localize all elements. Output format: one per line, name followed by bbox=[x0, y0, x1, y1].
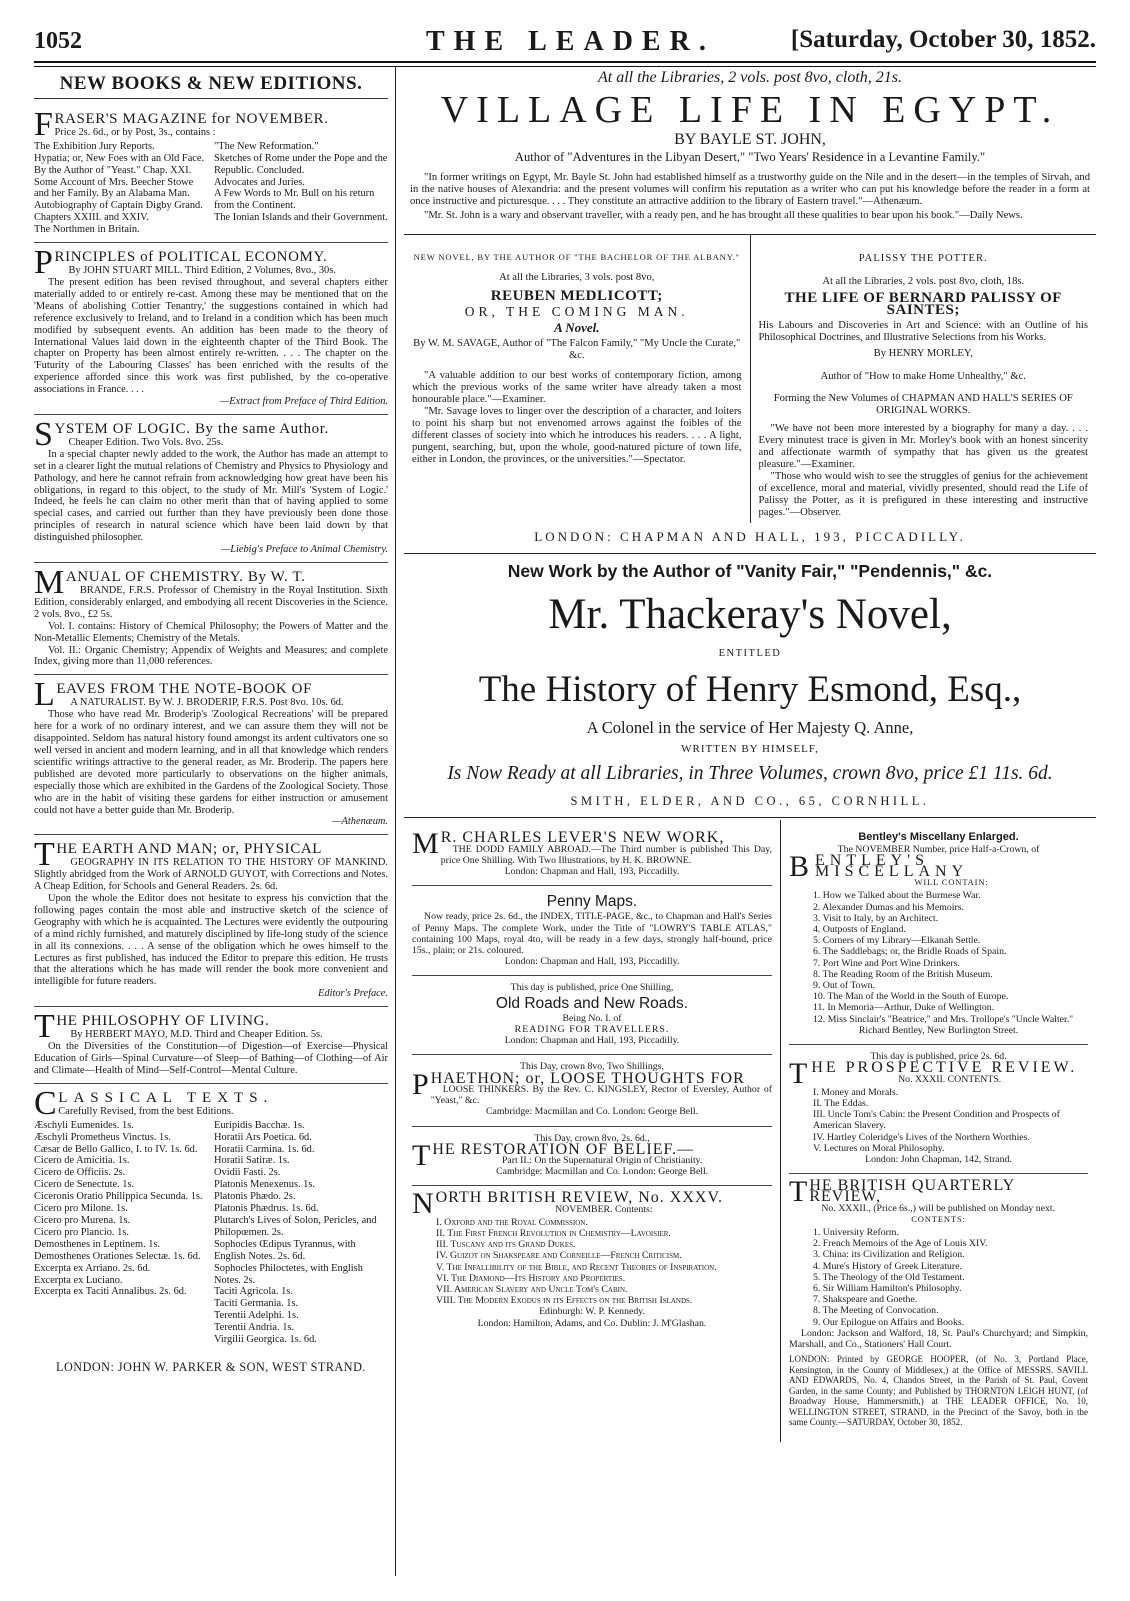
advert-body: Those who have read Mr. Broderip's 'Zoological Recreations' will be prepared here for a work of no ordinary interest, and we can assure them they will not be disappointed. Seldom has natural history found amongst its ardent cultivators one so well versed in ancient and modern learning, and in all that knowledge which renders scientific writings attractive to the general reader, as Mr. Broderip. The papers here published are devoted more particularly to observations on the higher animals, especially those which are exhibited in the Gardens of the Zoological Society. Those who are in the habit of visiting these gardens for either instruction or amusement could not have a better guide than Mr. Broderip. bbox=[34, 709, 388, 816]
section-heading: NEW BOOKS & NEW EDITIONS. bbox=[34, 78, 388, 99]
left-footer: LONDON: JOHN W. PARKER & SON, WEST STRAND. bbox=[56, 1359, 366, 1374]
review-quote: "We have not been more interested by a biography for many a day. . . . Every minutest trace is given in Mr. Morley's book with an honest sincerity and affectionate warmth of sympathy that has given us the greatest pleasure."—Examiner. bbox=[758, 423, 1088, 471]
drop-cap: F bbox=[34, 105, 54, 143]
advert-top-line: This day is published, price One Shilling, bbox=[510, 982, 674, 994]
contents-item: III. Tuscany and its Grand Dukes. bbox=[436, 1239, 576, 1251]
drop-cap: M bbox=[34, 564, 65, 601]
roads-advert bbox=[412, 976, 772, 1055]
contents-item: I. Oxford and the Royal Commission. bbox=[436, 1216, 588, 1228]
drop-cap: B bbox=[789, 849, 815, 883]
advert-heading: HE BRITISH QUARTERLY REVIEW, bbox=[809, 1177, 1015, 1206]
review-quote: "Those who would wish to see the struggles of genius for the achievement of excellence, moral and material, vividly presented, should read the Life of Palissy the Potter, as it is prefigured in these interesting and instructive pages."—Observer. bbox=[758, 471, 1088, 519]
advert-subheading: Carefully Revised, from the best Editions. bbox=[58, 1105, 234, 1117]
prospective-advert bbox=[789, 1045, 1088, 1174]
advert-author-line: Author of "Adventures in the Libyan Desert," "Two Years' Residence in a Levantine Family." bbox=[514, 149, 986, 164]
advert-heading: RINCIPLES of POLITICAL ECONOMY. bbox=[54, 249, 328, 266]
contents-item: Sketches of Rome under the Pope and the Republic. Concluded. bbox=[214, 152, 388, 176]
advert-heading: R. CHARLES LEVER'S NEW WORK, bbox=[440, 829, 725, 847]
contents-right bbox=[214, 141, 388, 236]
contents-item: 8. The Reading Room of the British Museum. bbox=[813, 968, 993, 980]
advert-book-title: The History of Henry Esmond, Esq., bbox=[478, 668, 1022, 710]
advert-heading: ENTLEY'S MISCELLANY bbox=[815, 851, 969, 881]
contents-left bbox=[34, 141, 208, 236]
advert-body: Upon the whole the Editor does not hesitate to express his conviction that the following pages contain the most able and instructive sketch of the science of Geography with which he is acquainted. The Lectures were evidently the outpouring of a mind richly furnished, and maturely disciplined by life-long study of the science in all its connexions. . . . A sense of the obligation which he owes himself to the Lectures as first published, has induced the Editor to prepare this edition. He trusts that the alterations which he has made will render the book more convenient and intelligible for future readers. bbox=[34, 893, 388, 988]
advert-heading: RASER'S MAGAZINE for NOVEMBER. bbox=[54, 110, 329, 127]
contents-item: 12. Miss Sinclair's "Beatrice," and Mrs. Trollope's "Uncle Walter." bbox=[813, 1013, 1074, 1025]
text-item: Cicero de Senectute. 1s. bbox=[34, 1179, 135, 1191]
text-item: Sophocles Philoctetes, with English Notes. 2s. bbox=[214, 1262, 363, 1286]
restoration-advert bbox=[412, 1127, 772, 1187]
advert-subheading: WILL CONTAIN: bbox=[914, 877, 989, 888]
text-item: Cicero pro Plancio. 1s. bbox=[34, 1226, 129, 1238]
column-divider bbox=[395, 66, 396, 1576]
drop-cap: N bbox=[412, 1187, 435, 1221]
advert-top-line: PALISSY THE POTTER. bbox=[858, 253, 988, 265]
advert-heading: ORTH BRITISH REVIEW, No. XXXV. bbox=[435, 1189, 723, 1207]
advert-body: Now ready, price 2s. 6d., the INDEX, TITLE-PAGE, &c., to Chapman and Hall's Series of Penny Maps. The complete Work, under the Title of "LOWRY'S TABLE ATLAS," containing 100 Maps, royal 4to, will be ready in a few days, strongly half-bound, price 15s., plain; or 21s. coloured. bbox=[412, 911, 772, 957]
logic-advert bbox=[34, 415, 388, 563]
right-column bbox=[404, 66, 1096, 1442]
text-item: Euripidis Bacchæ. 1s. bbox=[214, 1119, 305, 1131]
advert-subheading: By HERBERT MAYO, M.D. Third and Cheaper Edition. 5s. bbox=[70, 1029, 323, 1041]
contents-item: A Few Words to Mr. Bull on his return from the Continent. bbox=[214, 188, 375, 212]
page-number: 1052 bbox=[34, 28, 82, 54]
advert-heading: HE PROSPECTIVE REVIEW. bbox=[811, 1059, 1078, 1077]
text-item: Cicero de Amicitia. 1s. bbox=[34, 1155, 130, 1167]
thackeray-advert bbox=[404, 561, 1096, 818]
advert-series: READING FOR TRAVELLERS. bbox=[514, 1024, 670, 1036]
leaves-advert bbox=[34, 675, 388, 835]
living-advert bbox=[34, 1007, 388, 1084]
advert-title: VILLAGE LIFE IN EGYPT. bbox=[440, 88, 1060, 131]
text-item: Excerpta ex Taciti Annalibus. 2s. 6d. bbox=[34, 1286, 187, 1298]
village-advert bbox=[404, 69, 1096, 222]
contents-item: 3. China: its Civilization and Religion. bbox=[813, 1249, 965, 1261]
advert-subtitle: A Colonel in the service of Her Majesty Q. Anne, bbox=[586, 717, 914, 737]
contents-item: IV. Hartley Coleridge's Lives of the Northern Worthies. bbox=[813, 1131, 1030, 1143]
text-item: Ovidii Fasti. 2s. bbox=[214, 1167, 281, 1179]
contents-list bbox=[813, 890, 1088, 1024]
advert-title: Mr. Thackeray's Novel, bbox=[548, 590, 952, 638]
advert-author-line: Author of "How to make Home Unhealthy," &c. bbox=[820, 370, 1026, 382]
text-item: Sophocles Œdipus Tyrannus, with English Notes. 2s. 6d. bbox=[214, 1238, 356, 1262]
advert-top-line: At all the Libraries, 2 vols. post 8vo, cloth, 21s. bbox=[598, 69, 902, 86]
contents-item: 2. Alexander Dumas and his Memoirs. bbox=[813, 901, 965, 913]
north-british-advert bbox=[412, 1186, 772, 1336]
advert-quote: —Liebig's Preface to Animal Chemistry. bbox=[220, 544, 388, 556]
advert-quote: Editor's Preface. bbox=[318, 988, 388, 1000]
lever-advert bbox=[412, 826, 772, 886]
contents-item: V. Lectures on Moral Philosophy. bbox=[813, 1142, 945, 1154]
advert-libraries: At all the Libraries, 3 vols. post 8vo, bbox=[499, 271, 655, 283]
contents-item: 6. Sir William Hamilton's Philosophy. bbox=[813, 1282, 962, 1294]
contents-list bbox=[813, 1227, 1088, 1328]
advert-entitled: ENTITLED bbox=[718, 647, 782, 659]
text-item: Platonis Phædo. 2s. bbox=[214, 1191, 296, 1203]
contents-item: 1. How we Talked about the Burmese War. bbox=[813, 890, 981, 902]
advert-heading: HAETHON; or, LOOSE THOUGHTS FOR bbox=[430, 1069, 745, 1087]
advert-subheading: A NATURALIST. By W. J. BRODERIP, F.R.S. Post 8vo. 10s. 6d. bbox=[70, 697, 344, 709]
advert-title: Old Roads and New Roads. bbox=[495, 994, 689, 1012]
texts-columns bbox=[34, 1120, 388, 1346]
advert-imprint: Richard Bentley, New Burlington Street. bbox=[858, 1024, 1019, 1036]
advert-imprint: London: Hamilton, Adams, and Co. Dublin: J. M'Glashan. bbox=[477, 1317, 707, 1329]
text-item: Demosthenes in Leptinem. 1s. bbox=[34, 1238, 161, 1250]
advert-imprint: London: John Chapman, 142, Strand. bbox=[865, 1153, 1012, 1165]
advert-written-by: WRITTEN BY HIMSELF, bbox=[681, 742, 819, 755]
advert-availability: Is Now Ready at all Libraries, in Three Volumes, crown 8vo, price £1 11s. 6d. bbox=[447, 762, 1053, 784]
text-item: Horatii Ars Poetica. 6d. bbox=[214, 1131, 312, 1143]
contents-item: Advocates and Juries. bbox=[214, 176, 305, 188]
contents-item: II. The Eddas. bbox=[813, 1097, 869, 1109]
advert-imprint: Edinburgh: W. P. Kennedy. bbox=[539, 1306, 645, 1318]
contents-item: The Northmen in Britain. bbox=[34, 224, 140, 236]
text-item: Platonis Phædrus. 1s. 6d. bbox=[214, 1203, 319, 1215]
text-item: Terentii Andria. 1s. bbox=[214, 1322, 295, 1334]
contents-item: V. The Infallibility of the Bible, and Recent Theories of Inspiration. bbox=[436, 1261, 717, 1273]
contents-item: 4. Mure's History of Greek Literature. bbox=[813, 1260, 962, 1272]
text-item: Plutarch's Lives of Solon, Pericles, and Philopœmen. 2s. bbox=[214, 1214, 377, 1238]
advert-novel-label: A Novel. bbox=[554, 319, 600, 335]
advert-top-line: Bentley's Miscellany Enlarged. bbox=[858, 831, 1019, 844]
contents-item: 5. The Theology of the Old Testament. bbox=[813, 1271, 965, 1283]
chemistry-advert bbox=[34, 563, 388, 675]
advert-title: Penny Maps. bbox=[546, 893, 638, 911]
advert-title: THE LIFE OF BERNARD PALISSY OF SAINTES; bbox=[784, 289, 1062, 318]
text-item: Cicero pro Milone. 1s. bbox=[34, 1203, 128, 1215]
contents-columns bbox=[34, 141, 388, 236]
advert-top-line: This day is published, price 2s. 6d. bbox=[870, 1051, 1007, 1063]
advert-heading: HE RESTORATION OF BELIEF.— bbox=[432, 1140, 695, 1158]
text-item: Ciceronis Oratio Philippica Secunda. 1s. bbox=[34, 1191, 203, 1203]
advert-subheading: BRANDE, F.R.S. Professor of Chemistry in the Royal Institution. Sixth Edition, considerably enlarged, and embodying all recent Discoveries in the Science. 2 vols. 8vo., £2 5s. bbox=[34, 585, 388, 620]
advert-byline: By HENRY MORLEY, bbox=[873, 347, 973, 359]
advert-body: THE DODD FAMILY ABROAD.—The Third number is published This Day, price One Shilling. With Two Illustrations, by H. K. BROWNE. bbox=[440, 843, 772, 866]
reuben-advert bbox=[404, 235, 750, 523]
advert-body: The present edition has been revised throughout, and several chapters either materially added to or entirely re-cast. Among these may be mentioned that on the 'Means of abolishing Cottier Tenantry,' the suggestions contained in which had reference exclusively to Ireland, and to Ireland in a condition which has been much modified by subsequent events. An addition has been made to the theory of International Values laid down in the eighteenth chapter of the Third Book. The chapter on Property has been almost entirely re-written. . . . The chapter on the 'Futurity of the Labouring Classes' has been enriched with the results of the experience afforded since this work was first published, by the co-operative associations in France. . . . bbox=[34, 276, 388, 396]
advert-subheading: Price 2s. 6d., or by Post, 3s., contains : bbox=[54, 126, 216, 138]
contents-label: CONTENTS: bbox=[911, 1213, 966, 1224]
contents-item: I. Money and Morals. bbox=[813, 1086, 899, 1098]
paper-name: THE LEADER. bbox=[426, 26, 715, 57]
text-item: Æschyli Prometheus Vinctus. 1s. bbox=[34, 1131, 171, 1143]
text-item: Cæsar de Bello Gallico, I. to IV. 1s. 6d. bbox=[34, 1143, 198, 1155]
advert-byline: By W. M. SAVAGE, Author of "The Falcon Family," "My Uncle the Curate," &c. bbox=[413, 337, 741, 361]
text-item: Virgilii Georgica. 1s. 6d. bbox=[214, 1334, 317, 1346]
contents-item: 11. In Memoria—Arthur, Duke of Wellington. bbox=[813, 1002, 995, 1014]
contents-item: 4. Outposts of England. bbox=[813, 924, 906, 936]
advert-series: Forming the New Volumes of CHAPMAN AND HALL'S SERIES OF ORIGINAL WORKS. bbox=[773, 393, 1073, 417]
advert-subheading: No. XXXII. CONTENTS. bbox=[898, 1073, 1002, 1085]
left-column bbox=[34, 66, 388, 1374]
principles-advert bbox=[34, 243, 388, 415]
advert-subtitle: OR, THE COMING MAN. bbox=[464, 303, 689, 319]
publisher-line: SMITH, ELDER, AND CO., 65, CORNHILL. bbox=[404, 796, 1096, 819]
review-quote: "Mr. St. John is a wary and observant traveller, with a ready pen, and he has brought all these qualities to bear upon his book."—Daily News. bbox=[424, 209, 1023, 221]
drop-cap: L bbox=[34, 676, 56, 714]
drop-cap: P bbox=[412, 1067, 430, 1101]
contents-item: IV. Guizot on Shakspeare and Corneille—French Criticism. bbox=[436, 1250, 682, 1262]
advert-top-line: NEW NOVEL, BY THE AUTHOR OF "THE BACHELOR OF THE ALBANY." bbox=[413, 252, 740, 263]
contents-item: VI. The Diamond—Its History and Properties. bbox=[436, 1272, 626, 1284]
contents-item: Autobiography of Captain Digby Grand. Chapters XXIII. and XXIV. bbox=[34, 200, 203, 224]
contents-item: VIII. The Modern Exodus in its Effects on the British Islands. bbox=[436, 1295, 693, 1307]
texts-left bbox=[34, 1120, 208, 1346]
palissy-advert bbox=[750, 235, 1097, 523]
drop-cap: S bbox=[34, 415, 54, 453]
bottom-left-column bbox=[404, 820, 780, 1441]
contents-item: 9. Our Epilogue on Affairs and Books. bbox=[813, 1316, 965, 1328]
contents-item: 1. University Reform. bbox=[813, 1226, 899, 1238]
drop-cap: P bbox=[34, 244, 54, 282]
contents-item: Some Account of Mrs. Beecher Stowe and her Family. By an Alabama Man. bbox=[34, 176, 194, 200]
advert-imprint: London: Jackson and Walford, 18, St. Paul's Churchyard; and Simpkin, Marshall, and Co., Stationers' Hall Court. bbox=[789, 1327, 1088, 1350]
contents-item: 3. Visit to Italy, by an Architect. bbox=[813, 912, 939, 924]
contents-item: II. The First French Revolution in Chemistry—Lavoisier. bbox=[436, 1227, 671, 1239]
drop-cap: C bbox=[34, 1084, 58, 1122]
contents-list bbox=[436, 1217, 772, 1307]
text-item: Taciti Germania. 1s. bbox=[214, 1298, 299, 1310]
advert-title: REUBEN MEDLICOTT; bbox=[490, 287, 663, 304]
advert-imprint: Cambridge: Macmillan and Co. London: George Bell. bbox=[496, 1166, 709, 1178]
advert-libraries: At all the Libraries, 2 vols. post 8vo, cloth, 18s. bbox=[822, 275, 1025, 287]
text-item: Excerpta ex Luciano. bbox=[34, 1274, 123, 1286]
text-item: Platonis Menexenus. 1s. bbox=[214, 1179, 316, 1191]
contents-item: 5. Corners of my Library—Elkanah Settle. bbox=[813, 935, 981, 947]
advert-subheading: By JOHN STUART MILL. Third Edition, 2 Volumes, 8vo., 30s. bbox=[68, 265, 336, 277]
contents-item: 2. French Memoirs of the Age of Louis XIV. bbox=[813, 1238, 988, 1250]
text-item: Cicero pro Murena. 1s. bbox=[34, 1214, 131, 1226]
fraser-advert bbox=[34, 105, 388, 243]
advert-body: Part II.: On the Supernatural Origin of Christianity. bbox=[501, 1154, 703, 1166]
texts-right bbox=[214, 1120, 388, 1346]
advert-body: Vol. II.: Organic Chemistry; Appendix of Weights and Measures; and complete Index, giving more than 11,000 references. bbox=[34, 644, 388, 668]
text-item: Æschyli Eumenides. 1s. bbox=[34, 1119, 134, 1131]
drop-cap: T bbox=[34, 836, 56, 874]
classical-advert bbox=[34, 1084, 388, 1352]
drop-cap: T bbox=[34, 1008, 56, 1046]
advert-description: His Labours and Discoveries in Art and Science: with an Outline of his Philosophical Doctrines, and Illustrative Selections from his Works. bbox=[758, 319, 1088, 343]
drop-cap: T bbox=[789, 1057, 811, 1091]
contents-item: 7. Port Wine and Port Wine Drinkers. bbox=[813, 957, 960, 969]
advert-heading: HE PHILOSOPHY OF LIVING. bbox=[56, 1013, 270, 1030]
text-item: Terentii Adelphi. 1s. bbox=[214, 1310, 299, 1322]
advert-heading: ANUAL OF CHEMISTRY. By W. T. bbox=[65, 569, 306, 585]
contents-item: 6. The Saddlebags; or, the Bridle Roads of Spain. bbox=[813, 946, 1007, 958]
advert-subheading: Being No. I. of bbox=[562, 1012, 622, 1024]
phaethon-advert bbox=[412, 1055, 772, 1126]
advert-heading: EAVES FROM THE NOTE-BOOK OF bbox=[56, 681, 313, 698]
advert-quote: —Extract from Preface of Third Edition. bbox=[220, 396, 388, 408]
advert-top-line: New Work by the Author of "Vanity Fair," "Pendennis," &c. bbox=[507, 561, 993, 581]
printer-imprint: LONDON: Printed by GEORGE HOOPER, (of No. 3, Portland Place, Kensington, in the County of Middlesex,) at the Office of MESSRS. SAVILL AND EDWARDS, No. 4, Chandos Street, in the Parish of St. Paul, Covent Garden, in the same County; and Published by THORNTON LEIGH HUNT, (of Broadway House, Hammersmith,) at THE LEADER OFFICE, No. 10, WELLINGTON STREET, STRAND, in the Precinct of the Savoy, both in the same County.—SATURDAY, October 30, 1852. bbox=[789, 1354, 1088, 1428]
drop-cap: T bbox=[412, 1138, 432, 1172]
drop-cap: M bbox=[412, 827, 440, 861]
advert-imprint: London: Chapman and Hall, 193, Piccadilly. bbox=[504, 1035, 680, 1047]
bottom-adverts bbox=[404, 820, 1096, 1441]
advert-top-line: This Day, crown 8vo, 2s. 6d., bbox=[534, 1132, 650, 1144]
advert-subheading: No. XXXII., (Price 6s.,) will be published on Monday next. bbox=[821, 1202, 1056, 1214]
advert-heading: LASSICAL TEXTS. bbox=[58, 1089, 274, 1106]
review-quote: "In former writings on Egypt, Mr. Bayle St. John had established himself as a trustworthy guide on the Nile and in the desert—in the temples of Sirvah, and in the native houses of Alexandria: and the present volumes will confirm his reputation as a writer who can put his knowledge before the reader in a form at once instructive and picturesque. . . . They constitute an attractive addition to the library of Eastern travel."—Athenæum. bbox=[410, 171, 1090, 207]
text-item: Cicero de Officiis. 2s. bbox=[34, 1167, 126, 1179]
advert-byline: BY BAYLE ST. JOHN, bbox=[674, 130, 826, 148]
earth-advert bbox=[34, 835, 388, 1007]
contents-item: 9. Out of Town. bbox=[813, 980, 875, 992]
novel-adverts bbox=[404, 234, 1096, 523]
contents-item: VII. American Slavery and Uncle Tom's Cabin. bbox=[436, 1283, 628, 1295]
advert-quote: —Athenæum. bbox=[332, 816, 388, 828]
bentley-advert bbox=[789, 826, 1088, 1045]
text-item: Taciti Agricola. 1s. bbox=[214, 1286, 293, 1298]
advert-body: On the Diversities of the Constitution—of Digestion—of Exercise—Physical Education of Girls—Spinal Curvature—of Sleep—of Bathing—of Clothing—of Air and Climate—Health of Mind—Self-Control—Mental Culture. bbox=[34, 1041, 388, 1076]
advert-subheading: NOVEMBER. Contents: bbox=[555, 1203, 653, 1215]
penny-maps-advert bbox=[412, 886, 772, 976]
review-quote: "A valuable addition to our best works of contemporary fiction, among which the previous works of the same writer have already taken a most honourable place."—Examiner. bbox=[412, 369, 742, 405]
text-item: Horatii Carmina. 1s. 6d. bbox=[214, 1143, 315, 1155]
contents-list bbox=[813, 1087, 1088, 1154]
bottom-right-column bbox=[780, 820, 1096, 1441]
advert-price: The NOVEMBER Number, price Half-a-Crown, of bbox=[837, 843, 1040, 855]
advert-heading: YSTEM OF LOGIC. By the same Author. bbox=[54, 420, 329, 437]
contents-item: 7. Shakspeare and Goethe. bbox=[813, 1294, 918, 1306]
advert-body: In a special chapter newly added to the work, the Author has made an attempt to set in a clearer light the mutual relations of Chemistry and Physics to Physiology and Pathology, and here he cannot refrain from acknowledging how great have been his obligations, in regard to this object, to the study of Mr. Mill's 'System of Logic.' Indeed, he feels he can claim no other merit than that of having applied to some special cases, and carried out further than they have previously been done those principles of research in natural science which have been laid down by that distinguished philosopher. bbox=[34, 448, 388, 544]
advert-heading: HE EARTH AND MAN; or, PHYSICAL bbox=[56, 841, 323, 858]
contents-item: 10. The Man of the World in the South of Europe. bbox=[813, 991, 1009, 1003]
advert-body: Vol. I. contains: History of Chemical Philosophy; the Powers of Matter and the Non-Metallic Elements; Chemistry of the Metals. bbox=[34, 620, 388, 644]
advert-imprint: Cambridge: Macmillan and Co. London: George Bell. bbox=[485, 1106, 699, 1118]
text-item: Demosthenes Orationes Selectæ. 1s. 6d. bbox=[34, 1250, 201, 1262]
contents-item: III. Uncle Tom's Cabin: the Present Condition and Prospects of American Slavery. bbox=[813, 1109, 1060, 1132]
drop-cap: T bbox=[789, 1175, 809, 1209]
advert-subheading: Cheaper Edition. Two Vols. 8vo. 25s. bbox=[68, 436, 224, 448]
contents-item: "The New Reformation." bbox=[214, 140, 319, 152]
advert-body: LOOSE THINKERS. By the Rev. C. KINGSLEY, Rector of Eversley, Author of "Yeast," &c. bbox=[430, 1083, 772, 1107]
contents-item: 8. The Meeting of Convocation. bbox=[813, 1305, 939, 1317]
advert-imprint: London: Chapman and Hall, 193, Piccadilly. bbox=[504, 866, 680, 878]
publisher-line: LONDON: CHAPMAN AND HALL, 193, PICCADILLY. bbox=[404, 531, 1096, 554]
review-quote: "Mr. Savage loves to linger over the description of a character, and loiters to point his sharp but not envenomed arrows against the foibles of the different classes of society into which he introduces his readers. . . . A light, pungent, searching, but, upon the whole, good-natured picture of town life, either in London, the provinces, or the universities."—Spectator. bbox=[412, 405, 742, 465]
contents-item: Hypatia; or, New Foes with an Old Face. By the Author of "Yeast." Chap. XXI. bbox=[34, 152, 205, 176]
issue-date: [Saturday, October 30, 1852. bbox=[790, 26, 1096, 53]
advert-imprint: London: Chapman and Hall, 193, Piccadilly. bbox=[504, 956, 680, 968]
text-item: Horatii Satiræ. 1s. bbox=[214, 1155, 290, 1167]
advert-subheading: GEOGRAPHY IN ITS RELATION TO THE HISTORY OF MANKIND. Slightly abridged from the Work of ARNOLD GUYOT, with Corrections and Notes. A Cheap Edition, for Schools and General Readers. 2s. 6d. bbox=[34, 857, 388, 893]
masthead bbox=[34, 24, 1096, 60]
text-item: Excerpta ex Arriano. 2s. 6d. bbox=[34, 1262, 151, 1274]
advert-top-line: This Day, crown 8vo, Two Shillings, bbox=[520, 1061, 664, 1073]
contents-item: The Exhibition Jury Reports. bbox=[34, 140, 155, 152]
contents-item: The Ionian Islands and their Government. bbox=[214, 212, 388, 224]
quarterly-advert bbox=[789, 1174, 1088, 1436]
